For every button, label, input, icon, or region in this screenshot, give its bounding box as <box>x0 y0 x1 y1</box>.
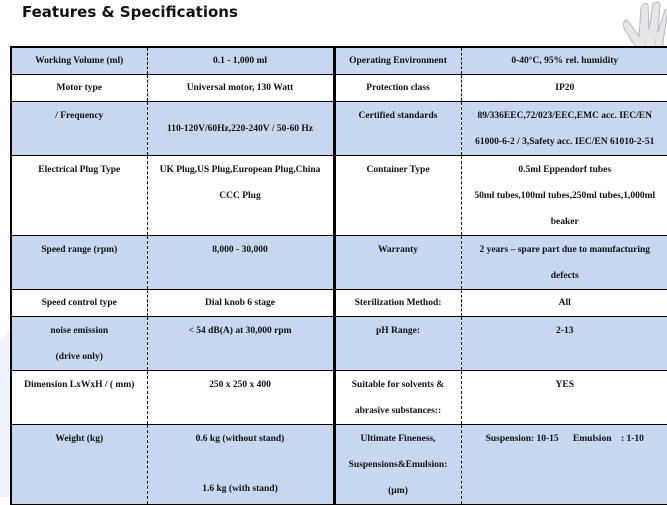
spec-value-cell: Dial knob 6 stage <box>147 290 334 317</box>
spec-value-line: CCC Plug <box>219 191 261 201</box>
spec-label-cell: Warranty <box>334 236 461 290</box>
spec-label-cell: Speed range (rpm) <box>11 236 147 290</box>
spec-label-line: (drive only) <box>55 352 103 362</box>
spec-value-cell: Suspension: 10-15 Emulsion : 1-10 <box>461 425 667 505</box>
spec-value-line: 61000-6-2 / 3,Safety acc. IEC/EN 61010-2-51 <box>475 137 655 147</box>
spec-label-cell: Certified standards <box>334 102 461 156</box>
spec-label-cell: Weight (kg) <box>11 425 147 505</box>
spec-value-cell: 0-40°C, 95% rel. humidity <box>461 47 667 75</box>
spec-value-line: 50ml tubes,100ml tubes,250ml tubes,1,000ml <box>474 191 656 201</box>
specifications-table <box>10 46 667 505</box>
spec-label-cell <box>334 425 461 505</box>
spec-value-cell: IP20 <box>461 75 667 102</box>
spec-value-line: 89/336EEC,72/023/EEC,EMC acc. IEC/EN <box>477 111 652 121</box>
table-row <box>11 290 667 317</box>
table-row <box>11 156 667 236</box>
spec-label-cell: Motor type <box>11 75 147 102</box>
spec-value-cell <box>461 102 667 156</box>
spec-label-cell: Container Type <box>334 156 461 236</box>
spec-label-cell <box>334 371 461 425</box>
table-row <box>11 75 667 102</box>
spec-label-cell <box>11 317 147 371</box>
spec-label-cell: Speed control type <box>11 290 147 317</box>
spec-value-cell: 0.1 - 1,000 ml <box>147 47 334 75</box>
spec-value-line: beaker <box>550 217 579 227</box>
spec-value-cell: < 54 dB(A) at 30,000 rpm <box>147 317 334 371</box>
spec-label-cell: Electrical Plug Type <box>11 156 147 236</box>
spec-label-cell: Sterilization Method: <box>334 290 461 317</box>
spec-label-cell: Dimension LxWxH / ( mm) <box>11 371 147 425</box>
table-row <box>11 236 667 290</box>
spec-value-cell <box>461 156 667 236</box>
spec-label-line: noise emission <box>50 326 109 336</box>
spec-value-line: 0.5ml Eppendorf tubes <box>518 165 612 175</box>
table-row <box>11 371 667 425</box>
spec-label-line: abrasive substances:: <box>354 406 442 416</box>
spec-label-cell: Protection class <box>334 75 461 102</box>
spec-value-line: defects <box>550 271 579 281</box>
spec-value-line: 0.6 kg (without stand) <box>195 434 285 444</box>
spec-value-cell: 250 x 250 x 400 <box>147 371 334 425</box>
page-title: Features & Specifications <box>22 3 238 21</box>
spec-value-line: UK Plug,US Plug,European Plug,China <box>159 165 321 175</box>
spec-label-line: (µm) <box>388 486 408 496</box>
spec-value-cell <box>461 236 667 290</box>
table-row <box>11 425 667 505</box>
table-row <box>11 102 667 156</box>
spec-label-line: Ultimate Fineness, <box>360 434 436 444</box>
table-row <box>11 47 667 75</box>
spec-value-line: 2 years – spare part due to manufacturing <box>479 245 651 255</box>
spec-value-cell: Universal motor, 130 Watt <box>147 75 334 102</box>
spec-value-cell: 8,000 - 30,000 <box>147 236 334 290</box>
spec-value-cell: YES <box>461 371 667 425</box>
spec-value-line: 1.6 kg (with stand) <box>202 484 278 494</box>
spec-label-cell: pH Range: <box>334 317 461 371</box>
spec-value-cell: 110-120V/60Hz,220-240V / 50-60 Hz <box>147 102 334 156</box>
spec-label-cell: / Frequency <box>11 102 147 156</box>
spec-value-cell: 2-13 <box>461 317 667 371</box>
spec-label-line: Suspensions&Emulsion: <box>348 460 448 470</box>
spec-value-cell <box>147 425 334 505</box>
spec-value-cell: All <box>461 290 667 317</box>
spec-value-cell <box>147 156 334 236</box>
spec-label-cell: Operating Environment <box>334 47 461 75</box>
table-row <box>11 317 667 371</box>
spec-label-cell: Working Volume (ml) <box>11 47 147 75</box>
spec-label-line: Suitable for solvents & <box>351 380 445 390</box>
